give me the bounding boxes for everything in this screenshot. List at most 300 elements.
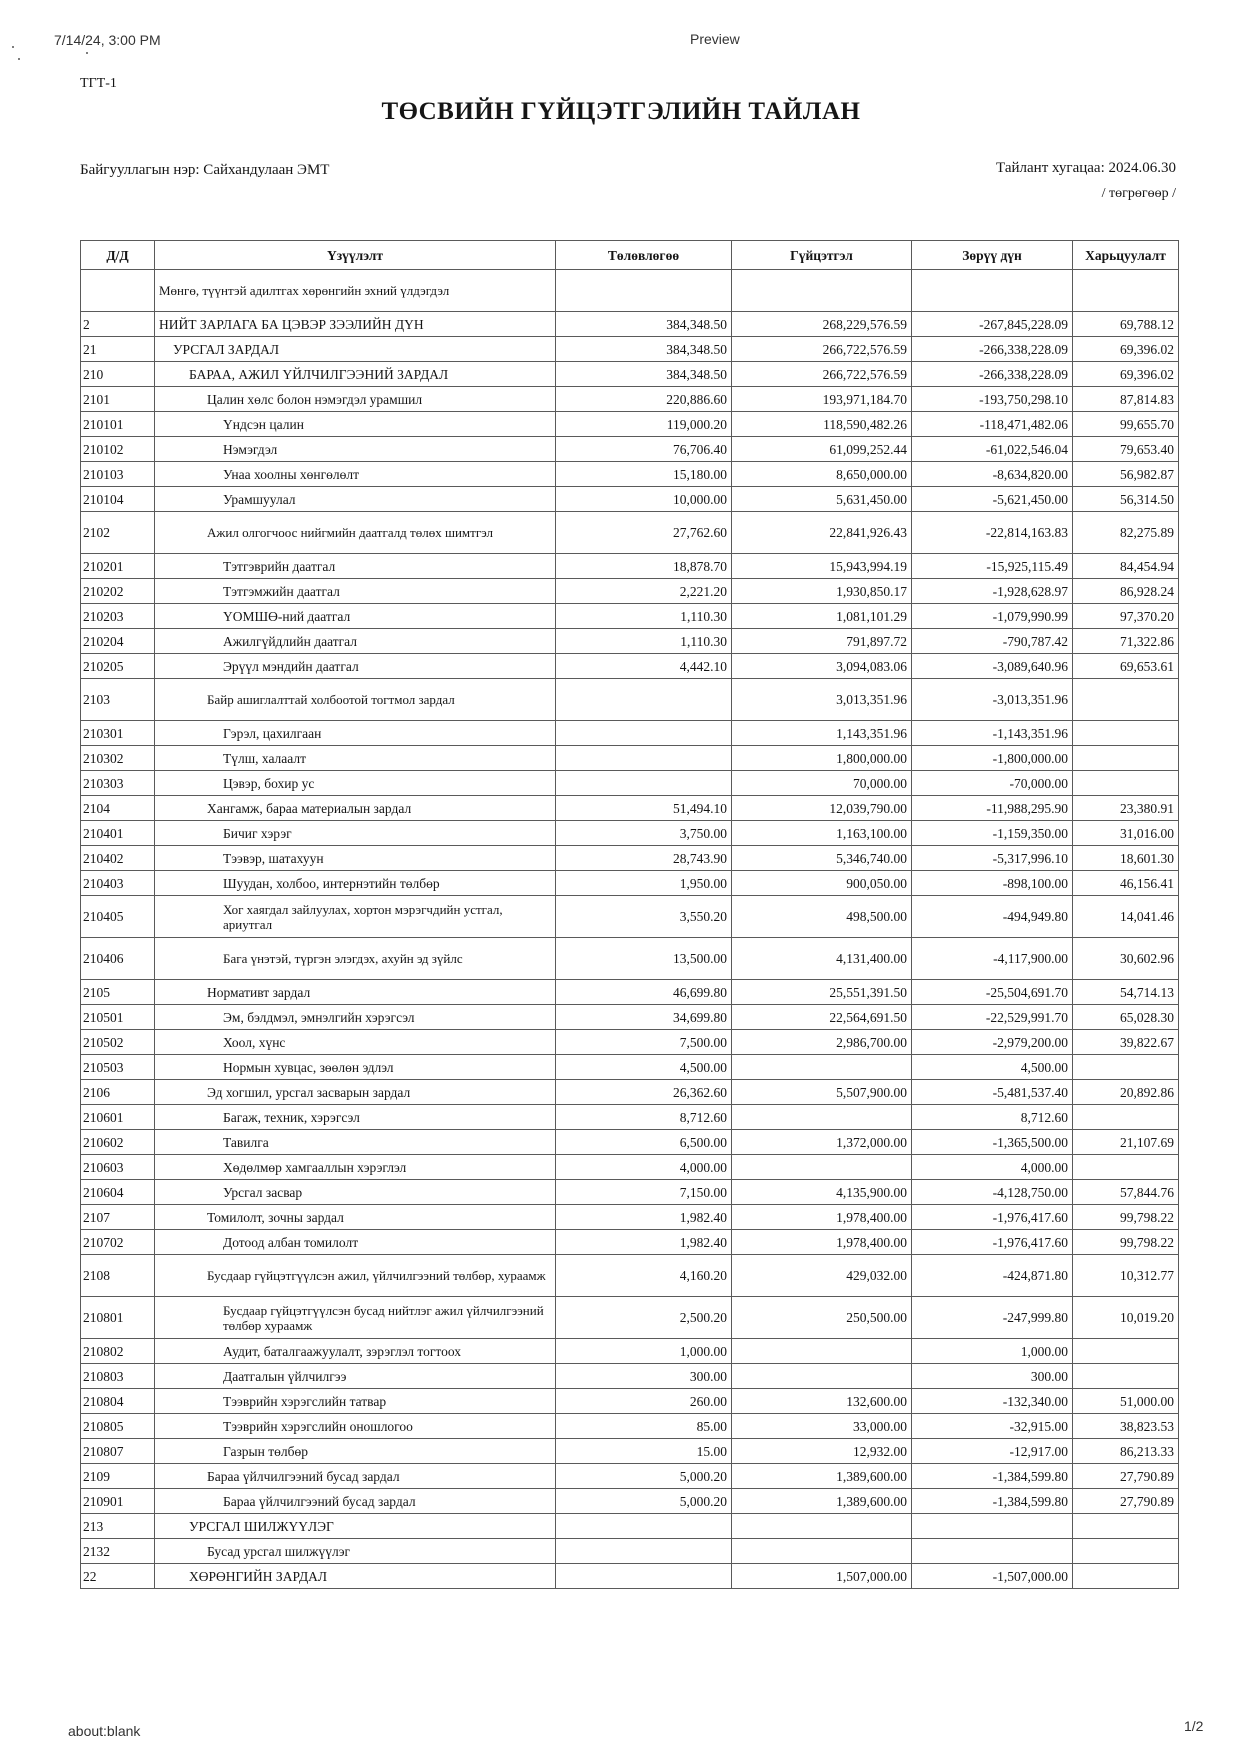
- header-indicator: Үзүүлэлт: [155, 241, 556, 270]
- row-plan: 27,762.60: [556, 512, 732, 554]
- row-code: 210807: [81, 1439, 155, 1464]
- row-actual: 12,039,790.00: [732, 796, 912, 821]
- row-actual: 5,507,900.00: [732, 1080, 912, 1105]
- row-difference: -494,949.80: [912, 896, 1073, 938]
- row-difference: -8,634,820.00: [912, 462, 1073, 487]
- row-actual: 1,143,351.96: [732, 721, 912, 746]
- row-plan: 28,743.90: [556, 846, 732, 871]
- row-plan: 51,494.10: [556, 796, 732, 821]
- row-ratio: 97,370.20: [1073, 604, 1179, 629]
- table-row: [81, 1539, 1179, 1564]
- row-difference: 4,500.00: [912, 1055, 1073, 1080]
- row-code: 210601: [81, 1105, 155, 1130]
- row-ratio: [1073, 1514, 1179, 1539]
- table-row: [81, 821, 1179, 846]
- row-actual: 1,507,000.00: [732, 1564, 912, 1589]
- row-code: 210103: [81, 462, 155, 487]
- row-code: 2105: [81, 980, 155, 1005]
- row-code: 210805: [81, 1414, 155, 1439]
- table-row: [81, 1464, 1179, 1489]
- table-row: [81, 487, 1179, 512]
- table-row: [81, 980, 1179, 1005]
- row-code: 2101: [81, 387, 155, 412]
- row-ratio: 27,790.89: [1073, 1464, 1179, 1489]
- row-code: 210406: [81, 938, 155, 980]
- row-ratio: 18,601.30: [1073, 846, 1179, 871]
- row-indicator: Томилолт, зочны зардал: [155, 1205, 556, 1230]
- row-indicator: НИЙТ ЗАРЛАГА БА ЦЭВЭР ЗЭЭЛИЙН ДҮН: [155, 312, 556, 337]
- table-row: [81, 437, 1179, 462]
- row-difference: [912, 1539, 1073, 1564]
- row-indicator: Мөнгө, түүнтэй адилтгах хөрөнгийн эхний үлдэгдэл: [155, 270, 556, 312]
- row-difference: -267,845,228.09: [912, 312, 1073, 337]
- row-code: 210204: [81, 629, 155, 654]
- row-plan: [556, 721, 732, 746]
- row-plan: 260.00: [556, 1389, 732, 1414]
- row-actual: [732, 1055, 912, 1080]
- row-actual: [732, 1364, 912, 1389]
- table-row: [81, 654, 1179, 679]
- row-actual: [732, 1514, 912, 1539]
- header-no: Д/Д: [81, 241, 155, 270]
- row-actual: 22,841,926.43: [732, 512, 912, 554]
- table-row: [81, 337, 1179, 362]
- row-difference: -424,871.80: [912, 1255, 1073, 1297]
- form-code: ТГТ-1: [80, 76, 117, 91]
- row-difference: -118,471,482.06: [912, 412, 1073, 437]
- row-difference: -898,100.00: [912, 871, 1073, 896]
- row-actual: 1,978,400.00: [732, 1205, 912, 1230]
- row-ratio: 46,156.41: [1073, 871, 1179, 896]
- row-actual: 33,000.00: [732, 1414, 912, 1439]
- row-actual: 1,389,600.00: [732, 1489, 912, 1514]
- row-ratio: 23,380.91: [1073, 796, 1179, 821]
- row-actual: 118,590,482.26: [732, 412, 912, 437]
- row-difference: -193,750,298.10: [912, 387, 1073, 412]
- row-plan: 5,000.20: [556, 1489, 732, 1514]
- row-code: 210205: [81, 654, 155, 679]
- row-ratio: 99,798.22: [1073, 1205, 1179, 1230]
- table-row: [81, 629, 1179, 654]
- row-difference: -12,917.00: [912, 1439, 1073, 1464]
- row-indicator: Хөдөлмөр хамгааллын хэрэглэл: [155, 1155, 556, 1180]
- row-difference: 8,712.60: [912, 1105, 1073, 1130]
- row-plan: 46,699.80: [556, 980, 732, 1005]
- row-actual: 25,551,391.50: [732, 980, 912, 1005]
- row-ratio: [1073, 1564, 1179, 1589]
- row-plan: [556, 270, 732, 312]
- row-ratio: 86,928.24: [1073, 579, 1179, 604]
- row-difference: -25,504,691.70: [912, 980, 1073, 1005]
- row-plan: 6,500.00: [556, 1130, 732, 1155]
- row-ratio: 69,788.12: [1073, 312, 1179, 337]
- row-actual: 12,932.00: [732, 1439, 912, 1464]
- row-actual: [732, 1155, 912, 1180]
- row-ratio: [1073, 270, 1179, 312]
- row-ratio: 71,322.86: [1073, 629, 1179, 654]
- table-row: [81, 1005, 1179, 1030]
- row-code: 210604: [81, 1180, 155, 1205]
- organization-name: Байгууллагын нэр: Сайхандулаан ЭМТ: [80, 162, 330, 178]
- row-plan: 384,348.50: [556, 337, 732, 362]
- row-code: 210405: [81, 896, 155, 938]
- table-row: [81, 938, 1179, 980]
- table-row: [81, 270, 1179, 312]
- row-plan: 5,000.20: [556, 1464, 732, 1489]
- row-difference: -61,022,546.04: [912, 437, 1073, 462]
- report-period: Тайлант хугацаа: 2024.06.30: [996, 160, 1176, 176]
- row-code: 2109: [81, 1464, 155, 1489]
- table-row: [81, 312, 1179, 337]
- row-code: 210401: [81, 821, 155, 846]
- print-footer-page: 1/2: [1184, 1718, 1204, 1734]
- row-ratio: 21,107.69: [1073, 1130, 1179, 1155]
- row-ratio: 84,454.94: [1073, 554, 1179, 579]
- row-ratio: [1073, 1339, 1179, 1364]
- row-ratio: 99,798.22: [1073, 1230, 1179, 1255]
- row-code: 210403: [81, 871, 155, 896]
- row-ratio: 54,714.13: [1073, 980, 1179, 1005]
- row-difference: -3,089,640.96: [912, 654, 1073, 679]
- row-indicator: УРСГАЛ ЗАРДАЛ: [155, 337, 556, 362]
- row-indicator: ХӨРӨНГИЙН ЗАРДАЛ: [155, 1564, 556, 1589]
- row-ratio: 86,213.33: [1073, 1439, 1179, 1464]
- row-difference: -22,814,163.83: [912, 512, 1073, 554]
- row-indicator: Тээврийн хэрэгслийн татвар: [155, 1389, 556, 1414]
- row-actual: 22,564,691.50: [732, 1005, 912, 1030]
- row-code: 210301: [81, 721, 155, 746]
- row-code: 210803: [81, 1364, 155, 1389]
- row-ratio: [1073, 721, 1179, 746]
- row-actual: 2,986,700.00: [732, 1030, 912, 1055]
- row-indicator: Унаа хоолны хөнгөлөлт: [155, 462, 556, 487]
- row-indicator: Тэтгэврийн даатгал: [155, 554, 556, 579]
- row-ratio: 38,823.53: [1073, 1414, 1179, 1439]
- row-ratio: 69,396.02: [1073, 337, 1179, 362]
- row-difference: -3,013,351.96: [912, 679, 1073, 721]
- table-header-row: [81, 241, 1179, 270]
- table-row: [81, 1364, 1179, 1389]
- row-code: 210503: [81, 1055, 155, 1080]
- row-difference: -1,384,599.80: [912, 1464, 1073, 1489]
- row-ratio: 10,312.77: [1073, 1255, 1179, 1297]
- budget-report-table: [80, 240, 1179, 1589]
- row-ratio: 56,314.50: [1073, 487, 1179, 512]
- row-indicator: Үндсэн цалин: [155, 412, 556, 437]
- header-ratio: Харьцуулалт: [1073, 241, 1179, 270]
- table-row: [81, 1439, 1179, 1464]
- row-difference: -1,159,350.00: [912, 821, 1073, 846]
- row-indicator: Урамшуулал: [155, 487, 556, 512]
- row-indicator: Бараа үйлчилгээний бусад зардал: [155, 1464, 556, 1489]
- row-ratio: 65,028.30: [1073, 1005, 1179, 1030]
- row-ratio: 99,655.70: [1073, 412, 1179, 437]
- row-code: 213: [81, 1514, 155, 1539]
- row-difference: -4,117,900.00: [912, 938, 1073, 980]
- row-indicator: Тээврийн хэрэгслийн оношлогоо: [155, 1414, 556, 1439]
- row-difference: 1,000.00: [912, 1339, 1073, 1364]
- table-body: [81, 270, 1179, 1589]
- row-indicator: Тэтгэмжийн даатгал: [155, 579, 556, 604]
- row-plan: 10,000.00: [556, 487, 732, 512]
- row-code: 210101: [81, 412, 155, 437]
- row-indicator: Тээвэр, шатахуун: [155, 846, 556, 871]
- row-indicator: Даатгалын үйлчилгээ: [155, 1364, 556, 1389]
- row-indicator: Ажилгүйдлийн даатгал: [155, 629, 556, 654]
- print-header-title: Preview: [690, 31, 740, 47]
- row-code: 210104: [81, 487, 155, 512]
- row-plan: 384,348.50: [556, 362, 732, 387]
- row-difference: -1,976,417.60: [912, 1230, 1073, 1255]
- row-plan: 384,348.50: [556, 312, 732, 337]
- row-plan: 7,500.00: [556, 1030, 732, 1055]
- row-ratio: [1073, 1539, 1179, 1564]
- row-difference: -266,338,228.09: [912, 337, 1073, 362]
- row-difference: -1,507,000.00: [912, 1564, 1073, 1589]
- print-header-date: 7/14/24, 3:00 PM: [54, 32, 161, 48]
- row-actual: [732, 1339, 912, 1364]
- row-code: 2107: [81, 1205, 155, 1230]
- row-ratio: [1073, 1364, 1179, 1389]
- row-actual: 1,163,100.00: [732, 821, 912, 846]
- row-difference: -4,128,750.00: [912, 1180, 1073, 1205]
- report-title: ТӨСВИЙН ГҮЙЦЭТГЭЛИЙН ТАЙЛАН: [381, 98, 861, 125]
- table-row: [81, 1105, 1179, 1130]
- row-indicator: УРСГАЛ ШИЛЖҮҮЛЭГ: [155, 1514, 556, 1539]
- row-actual: [732, 1539, 912, 1564]
- row-actual: 1,930,850.17: [732, 579, 912, 604]
- row-difference: -790,787.42: [912, 629, 1073, 654]
- row-actual: 1,800,000.00: [732, 746, 912, 771]
- row-ratio: 27,790.89: [1073, 1489, 1179, 1514]
- row-code: 2106: [81, 1080, 155, 1105]
- row-actual: 268,229,576.59: [732, 312, 912, 337]
- row-indicator: Дотоод албан томилолт: [155, 1230, 556, 1255]
- row-actual: 1,372,000.00: [732, 1130, 912, 1155]
- row-code: 21: [81, 337, 155, 362]
- row-indicator: Хангамж, бараа материалын зардал: [155, 796, 556, 821]
- table-row: [81, 462, 1179, 487]
- row-indicator: Цэвэр, бохир ус: [155, 771, 556, 796]
- row-actual: 5,346,740.00: [732, 846, 912, 871]
- row-code: [81, 270, 155, 312]
- row-actual: 5,631,450.00: [732, 487, 912, 512]
- row-actual: 266,722,576.59: [732, 337, 912, 362]
- row-ratio: [1073, 1055, 1179, 1080]
- row-actual: [732, 270, 912, 312]
- row-difference: -2,979,200.00: [912, 1030, 1073, 1055]
- table-row: [81, 412, 1179, 437]
- row-ratio: [1073, 1155, 1179, 1180]
- table-row: [81, 1205, 1179, 1230]
- row-plan: 1,000.00: [556, 1339, 732, 1364]
- row-code: 210801: [81, 1297, 155, 1339]
- row-actual: 429,032.00: [732, 1255, 912, 1297]
- row-code: 2102: [81, 512, 155, 554]
- table-row: [81, 604, 1179, 629]
- row-actual: 250,500.00: [732, 1297, 912, 1339]
- row-ratio: 56,982.87: [1073, 462, 1179, 487]
- row-indicator: Хог хаягдал зайлуулах, хортон мэрэгчдийн устгал, ариутгал: [155, 896, 556, 938]
- row-code: 2103: [81, 679, 155, 721]
- row-ratio: 57,844.76: [1073, 1180, 1179, 1205]
- row-code: 210602: [81, 1130, 155, 1155]
- table-row: [81, 362, 1179, 387]
- row-difference: -5,621,450.00: [912, 487, 1073, 512]
- row-indicator: Аудит, баталгаажуулалт, зэрэглэл тогтоох: [155, 1339, 556, 1364]
- row-code: 2132: [81, 1539, 155, 1564]
- row-code: 22: [81, 1564, 155, 1589]
- row-plan: 1,982.40: [556, 1205, 732, 1230]
- row-indicator: Байр ашиглалттай холбоотой тогтмол зардал: [155, 679, 556, 721]
- row-plan: 15,180.00: [556, 462, 732, 487]
- row-code: 210201: [81, 554, 155, 579]
- row-ratio: 14,041.46: [1073, 896, 1179, 938]
- row-plan: 1,982.40: [556, 1230, 732, 1255]
- table-row: [81, 387, 1179, 412]
- row-actual: 8,650,000.00: [732, 462, 912, 487]
- row-plan: 4,160.20: [556, 1255, 732, 1297]
- row-plan: 15.00: [556, 1439, 732, 1464]
- row-difference: -22,529,991.70: [912, 1005, 1073, 1030]
- table-row: [81, 1339, 1179, 1364]
- row-difference: -1,928,628.97: [912, 579, 1073, 604]
- row-ratio: 20,892.86: [1073, 1080, 1179, 1105]
- row-code: 210203: [81, 604, 155, 629]
- table-row: [81, 679, 1179, 721]
- table-row: [81, 1030, 1179, 1055]
- table-row: [81, 871, 1179, 896]
- row-ratio: 30,602.96: [1073, 938, 1179, 980]
- row-plan: 4,442.10: [556, 654, 732, 679]
- row-plan: 13,500.00: [556, 938, 732, 980]
- row-actual: 266,722,576.59: [732, 362, 912, 387]
- row-code: 210802: [81, 1339, 155, 1364]
- row-difference: -32,915.00: [912, 1414, 1073, 1439]
- row-plan: 2,500.20: [556, 1297, 732, 1339]
- table-row: [81, 579, 1179, 604]
- table-row: [81, 1055, 1179, 1080]
- row-actual: 4,131,400.00: [732, 938, 912, 980]
- row-difference: -15,925,115.49: [912, 554, 1073, 579]
- row-code: 210702: [81, 1230, 155, 1255]
- row-actual: 498,500.00: [732, 896, 912, 938]
- row-plan: 2,221.20: [556, 579, 732, 604]
- row-difference: -1,365,500.00: [912, 1130, 1073, 1155]
- row-indicator: Хоол, хүнс: [155, 1030, 556, 1055]
- row-code: 210202: [81, 579, 155, 604]
- row-plan: 8,712.60: [556, 1105, 732, 1130]
- row-actual: 3,094,083.06: [732, 654, 912, 679]
- row-plan: 1,950.00: [556, 871, 732, 896]
- row-difference: -1,976,417.60: [912, 1205, 1073, 1230]
- table-row: [81, 1389, 1179, 1414]
- row-plan: 85.00: [556, 1414, 732, 1439]
- row-difference: -266,338,228.09: [912, 362, 1073, 387]
- table-row: [81, 1130, 1179, 1155]
- table-row: [81, 746, 1179, 771]
- row-plan: 18,878.70: [556, 554, 732, 579]
- row-code: 210102: [81, 437, 155, 462]
- row-actual: 193,971,184.70: [732, 387, 912, 412]
- row-plan: 76,706.40: [556, 437, 732, 462]
- row-plan: [556, 771, 732, 796]
- table-row: [81, 896, 1179, 938]
- row-indicator: Бусдаар гүйцэтгүүлсэн бусад нийтлэг ажил үйлчилгээний төлбөр хураамж: [155, 1297, 556, 1339]
- table-row: [81, 1414, 1179, 1439]
- row-plan: 26,362.60: [556, 1080, 732, 1105]
- table-row: [81, 1297, 1179, 1339]
- row-ratio: 79,653.40: [1073, 437, 1179, 462]
- row-indicator: Газрын төлбөр: [155, 1439, 556, 1464]
- row-actual: 900,050.00: [732, 871, 912, 896]
- row-plan: [556, 1514, 732, 1539]
- row-indicator: Нэмэгдэл: [155, 437, 556, 462]
- table-row: [81, 1489, 1179, 1514]
- row-plan: 119,000.20: [556, 412, 732, 437]
- row-indicator: Эд хогшил, урсгал засварын зардал: [155, 1080, 556, 1105]
- row-difference: [912, 1514, 1073, 1539]
- row-ratio: [1073, 771, 1179, 796]
- row-actual: 791,897.72: [732, 629, 912, 654]
- row-code: 2: [81, 312, 155, 337]
- row-indicator: Тавилга: [155, 1130, 556, 1155]
- row-code: 210901: [81, 1489, 155, 1514]
- row-difference: -5,317,996.10: [912, 846, 1073, 871]
- row-ratio: [1073, 1105, 1179, 1130]
- row-code: 210303: [81, 771, 155, 796]
- row-indicator: Түлш, халаалт: [155, 746, 556, 771]
- header-plan: Төлөвлөгөө: [556, 241, 732, 270]
- row-indicator: БАРАА, АЖИЛ ҮЙЛЧИЛГЭЭНИЙ ЗАРДАЛ: [155, 362, 556, 387]
- row-indicator: Бусдаар гүйцэтгүүлсэн ажил, үйлчилгээний төлбөр, хураамж: [155, 1255, 556, 1297]
- table-row: [81, 1080, 1179, 1105]
- row-indicator: Шуудан, холбоо, интернэтийн төлбөр: [155, 871, 556, 896]
- row-indicator: Ажил олгогчоос нийгмийн даатгалд төлөх шимтгэл: [155, 512, 556, 554]
- row-ratio: 82,275.89: [1073, 512, 1179, 554]
- row-plan: 34,699.80: [556, 1005, 732, 1030]
- row-plan: 3,550.20: [556, 896, 732, 938]
- row-plan: 1,110.30: [556, 604, 732, 629]
- row-ratio: 87,814.83: [1073, 387, 1179, 412]
- table-row: [81, 796, 1179, 821]
- row-difference: -1,800,000.00: [912, 746, 1073, 771]
- row-code: 210501: [81, 1005, 155, 1030]
- row-indicator: Цалин хөлс болон нэмэгдэл урамшил: [155, 387, 556, 412]
- row-plan: 300.00: [556, 1364, 732, 1389]
- row-plan: 4,500.00: [556, 1055, 732, 1080]
- row-actual: 1,978,400.00: [732, 1230, 912, 1255]
- row-difference: -132,340.00: [912, 1389, 1073, 1414]
- row-ratio: 51,000.00: [1073, 1389, 1179, 1414]
- row-indicator: Нормативт зардал: [155, 980, 556, 1005]
- table-row: [81, 721, 1179, 746]
- row-code: 210804: [81, 1389, 155, 1414]
- table-row: [81, 1564, 1179, 1589]
- row-actual: 61,099,252.44: [732, 437, 912, 462]
- row-difference: -70,000.00: [912, 771, 1073, 796]
- row-actual: 70,000.00: [732, 771, 912, 796]
- row-actual: 4,135,900.00: [732, 1180, 912, 1205]
- row-plan: [556, 1564, 732, 1589]
- row-plan: 3,750.00: [556, 821, 732, 846]
- row-ratio: 10,019.20: [1073, 1297, 1179, 1339]
- row-difference: -11,988,295.90: [912, 796, 1073, 821]
- row-code: 210: [81, 362, 155, 387]
- row-difference: [912, 270, 1073, 312]
- row-difference: -1,079,990.99: [912, 604, 1073, 629]
- row-plan: [556, 746, 732, 771]
